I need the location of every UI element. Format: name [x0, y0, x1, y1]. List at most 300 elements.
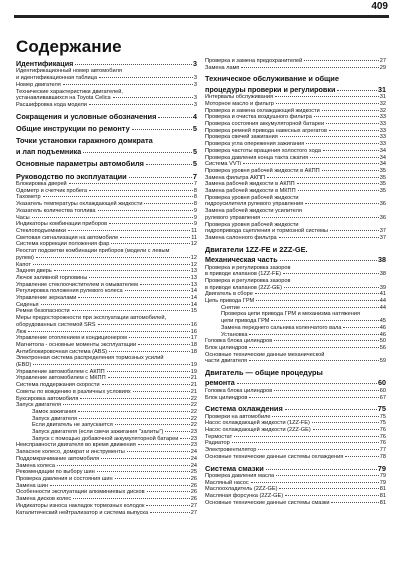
toc-entry — [205, 298, 386, 305]
dot-leader — [314, 116, 379, 117]
toc-page-number: 18 — [190, 341, 197, 348]
toc-page-number: 32 — [379, 100, 386, 107]
dot-leader — [165, 431, 189, 432]
dot-leader — [108, 377, 190, 378]
toc-page-number: 5 — [192, 159, 197, 169]
toc-entry — [16, 375, 197, 382]
toc-page-number: 16 — [190, 328, 197, 335]
dot-leader — [57, 465, 190, 466]
toc-page-number: 23 — [190, 429, 197, 436]
toc-entry-title: Проверка и замена предохранителей — [205, 58, 303, 64]
dot-leader — [249, 334, 378, 335]
dot-leader — [285, 409, 377, 410]
toc-entry — [16, 208, 197, 215]
toc-entry — [16, 409, 197, 416]
dot-leader — [298, 190, 379, 191]
toc-entry — [205, 141, 386, 148]
toc-page-number: 32 — [379, 107, 386, 114]
toc-entry — [16, 489, 197, 496]
toc-entry — [16, 248, 197, 255]
toc-entry — [205, 473, 386, 480]
toc-page-number: 8 — [193, 194, 197, 201]
toc-entry — [205, 318, 386, 325]
toc-entry-title: рулевого управления — [205, 214, 261, 221]
toc-entry-title: Масляный насос — [205, 479, 249, 486]
toc-entry — [16, 315, 197, 322]
toc-entry-title: Управление автомобилем с АКПП — [16, 368, 105, 375]
dot-leader — [101, 458, 190, 459]
toc-page-number: 31 — [379, 94, 386, 101]
dot-leader — [276, 103, 379, 104]
dot-leader — [79, 418, 190, 419]
toc-entry — [16, 68, 197, 75]
toc-page-number: 19 — [190, 368, 197, 375]
toc-entry — [16, 201, 197, 208]
toc-page-number: 33 — [379, 127, 386, 134]
dot-leader — [144, 203, 192, 204]
dot-leader — [129, 177, 192, 178]
toc-page-number: 13 — [190, 281, 197, 288]
toc-section-heading — [16, 125, 197, 133]
toc-entry-title: Система охлаждения — [205, 404, 283, 414]
toc-page-number: 22 — [190, 422, 197, 429]
toc-entry — [16, 102, 197, 109]
toc-entry-title: Меры предосторожности при эксплуатации автомобилей, — [16, 315, 167, 322]
toc-page-number: 56 — [379, 344, 386, 351]
toc-entry-title: цепи привода ГРМ — [221, 318, 270, 325]
toc-entry — [205, 161, 386, 168]
dot-leader — [272, 416, 378, 417]
toc-entry-title: Проверка давления конца такта сжатия — [205, 154, 309, 161]
toc-entry — [16, 241, 197, 248]
toc-page-number: 21 — [190, 375, 197, 382]
dot-leader — [78, 297, 189, 298]
toc-page-number: 33 — [379, 121, 386, 128]
toc-entry — [16, 449, 197, 456]
toc-page-number: 36 — [379, 201, 386, 208]
toc-entry-title: Основные технические данные системы смазки — [205, 499, 330, 506]
toc-entry — [205, 195, 386, 202]
toc-entry-title: Моторное масло и фильтр — [205, 100, 274, 107]
toc-entry-title: Запуск двигателя — [16, 402, 62, 409]
toc-entry — [16, 416, 197, 423]
toc-section-heading — [16, 160, 197, 168]
dot-leader — [249, 347, 378, 348]
toc-page-number: 3 — [193, 59, 197, 68]
toc-entry — [205, 332, 386, 339]
toc-entry-title: Проверка угла опережения зажигания — [205, 141, 305, 148]
dot-leader — [241, 67, 378, 68]
toc-page-number: 13 — [190, 274, 197, 281]
toc-entry-title: Реостат подсветки комбинации приборов (модели с левым — [16, 248, 170, 255]
toc-page-number: 81 — [379, 486, 386, 493]
toc-entry-title: и идентификационная таблица — [16, 75, 97, 82]
toc-section-heading — [205, 75, 386, 83]
toc-entry — [16, 322, 197, 329]
toc-page-number: 14 — [190, 288, 197, 295]
toc-entry-title: Замена колеса — [16, 462, 55, 469]
toc-entry-title: гидроусилителя рулевого управления — [205, 201, 304, 208]
toc-entry — [205, 440, 386, 447]
toc-entry — [205, 395, 386, 402]
toc-page-number: 27 — [190, 509, 197, 516]
toc-page-number: 26 — [190, 496, 197, 503]
toc-entry-title: Проверка уровня рабочей жидкости — [205, 221, 299, 228]
toc-page-number: 79 — [379, 473, 386, 479]
toc-entry-title: процедуры проверки и регулировки — [205, 84, 336, 94]
toc-page-number: 27 — [379, 58, 386, 64]
toc-entry-title: Проверка ремней привода навесных агрегатов — [205, 127, 327, 134]
toc-entry-title: Проверка и очистка воздушного фильтра — [205, 114, 312, 121]
toc-entry — [205, 352, 386, 359]
toc-entry-title: Радиатор — [205, 440, 230, 447]
toc-page-number: 5 — [192, 124, 197, 134]
toc-page-number: 19 — [190, 362, 197, 369]
toc-page-number: 7 — [193, 181, 197, 188]
toc-section-heading — [16, 137, 197, 145]
toc-entry-title: Рекомендации по выбору шин — [16, 469, 95, 476]
dot-leader — [83, 152, 192, 153]
dot-leader — [63, 404, 190, 405]
toc-entry — [16, 396, 197, 403]
dot-leader — [33, 364, 190, 365]
toc-entry-title: части двигателя — [205, 358, 248, 365]
toc-right-column — [205, 58, 386, 507]
toc-entry — [205, 215, 386, 222]
dot-leader — [262, 217, 379, 218]
toc-entry — [16, 82, 197, 89]
toc-entry-title: Руководство по эксплуатации — [16, 171, 127, 181]
toc-page-number: 14 — [190, 295, 197, 302]
toc-page-number: 21 — [190, 382, 197, 389]
toc-section-heading — [205, 246, 386, 254]
toc-entry-title: Сиденья — [16, 301, 39, 308]
toc-entry-title: Советы по вождению в различных условиях — [16, 388, 131, 395]
toc-entry — [16, 355, 197, 362]
dot-leader — [50, 485, 190, 486]
toc-entry-title: Проверка уровня рабочей жидкости в АКПП — [205, 167, 320, 174]
dot-leader — [97, 471, 190, 472]
dot-leader — [98, 210, 193, 211]
toc-entry-title: Антиблокировочная система (ABS) — [16, 348, 108, 355]
toc-entry — [205, 168, 386, 175]
toc-entry-title: Проверка частоты вращения холостого хода — [205, 147, 321, 154]
toc-page-number: 38 — [378, 255, 386, 265]
toc-entry-title: Термостат — [205, 433, 233, 440]
toc-page-number: 31 — [378, 84, 386, 94]
toc-page-number: 3 — [193, 95, 197, 102]
toc-entry — [16, 389, 197, 396]
toc-entry-title: оборудованных системой SRS — [16, 321, 96, 328]
dot-leader — [234, 436, 379, 437]
toc-page-number: 81 — [379, 499, 386, 506]
dot-leader — [251, 482, 379, 483]
toc-entry-title: Управление отоплением и кондиционером — [16, 335, 127, 342]
toc-entry-title: Проверка давления и состояния шин — [16, 476, 113, 482]
dot-leader — [249, 397, 378, 398]
toc-page-number: 24 — [190, 449, 197, 456]
toc-page-number: 34 — [379, 161, 386, 168]
toc-entry — [16, 215, 197, 222]
toc-entry — [16, 422, 197, 429]
dot-leader — [285, 495, 379, 496]
toc-entry — [16, 268, 197, 275]
dot-leader — [138, 344, 190, 345]
toc-section-heading — [205, 405, 386, 413]
toc-entry-title: Электровентилятор — [205, 447, 257, 454]
dot-leader — [107, 371, 190, 372]
toc-entry — [16, 362, 197, 369]
toc-entry-title: Индикаторы износа накладок тормозных колодок — [16, 502, 145, 509]
dot-leader — [297, 183, 379, 184]
dot-leader — [330, 230, 379, 231]
toc-left-column — [16, 58, 197, 516]
toc-page-number: 38 — [379, 271, 386, 278]
dot-leader — [326, 123, 379, 124]
page-title: Содержание — [16, 37, 122, 56]
toc-page-number: 4 — [192, 111, 197, 121]
toc-entry-title: Система VVTi — [205, 161, 241, 168]
toc-page-number: 8 — [193, 187, 197, 194]
toc-page-number: 75 — [379, 413, 386, 420]
toc-entry-title: Стеклоподъемники — [16, 227, 66, 234]
dot-leader — [102, 384, 190, 385]
toc-page-number: 81 — [379, 493, 386, 500]
toc-section-heading — [16, 113, 197, 121]
toc-entry — [205, 454, 386, 461]
toc-entry — [205, 228, 386, 235]
toc-entry — [205, 188, 386, 195]
toc-entry-title: Расшифровка кода модели — [16, 101, 87, 108]
toc-entry — [205, 305, 386, 312]
dot-leader — [63, 84, 193, 85]
toc-page-number: 12 — [190, 254, 197, 261]
toc-section-heading — [16, 173, 197, 181]
header-rule — [14, 15, 389, 18]
toc-entry — [205, 108, 386, 115]
toc-entry-title: Ремни безопасности — [16, 308, 70, 315]
toc-entry-title: Тахометр — [16, 194, 41, 201]
toc-page-number: 18 — [190, 348, 197, 355]
toc-entry — [205, 271, 386, 278]
toc-entry — [16, 402, 197, 409]
toc-page-number: 12 — [190, 261, 197, 268]
dot-leader — [279, 237, 379, 238]
toc-entry-title: Маслоохладитель (2ZZ-GE) — [205, 486, 278, 493]
toc-page-number: 35 — [379, 174, 386, 181]
toc-entry-title: Проверка состояния аккумуляторной батареи — [205, 121, 325, 128]
toc-page-number: 17 — [190, 335, 197, 342]
toc-entry — [16, 262, 197, 269]
dot-leader — [138, 444, 190, 445]
toc-entry — [16, 188, 197, 195]
dot-leader — [322, 110, 379, 111]
toc-page-number: 46 — [379, 331, 386, 338]
toc-entry — [16, 295, 197, 302]
toc-page-number: 3 — [193, 75, 197, 82]
toc-section-heading — [205, 465, 386, 473]
dot-leader — [146, 505, 189, 506]
dot-leader — [89, 190, 193, 191]
toc-section-heading — [16, 148, 197, 156]
toc-page-number: 12 — [190, 241, 197, 248]
toc-entry — [205, 121, 386, 128]
toc-page-number: 35 — [379, 167, 386, 174]
dot-leader — [99, 77, 193, 78]
toc-page-number: 26 — [190, 482, 197, 489]
toc-page-number: 79 — [379, 479, 386, 486]
toc-entry-title: Задняя дверь — [16, 268, 52, 275]
toc-entry-title: Лючок заливной горловины — [16, 274, 88, 281]
toc-entry — [16, 255, 197, 262]
toc-entry — [205, 134, 386, 141]
toc-entry — [16, 442, 197, 449]
toc-entry-title: Запасное колесо, домкрат и инструменты — [16, 449, 125, 456]
toc-entry — [16, 369, 197, 376]
toc-entry-title: Снятие — [221, 304, 240, 311]
dot-leader — [255, 293, 379, 294]
toc-entry — [205, 148, 386, 155]
toc-entry-title: Масляная форсунка (2ZZ-GE) — [205, 493, 284, 500]
toc-entry-title: Управление зеркалами — [16, 295, 77, 302]
toc-entry — [205, 345, 386, 352]
dot-leader — [72, 310, 190, 311]
toc-entry-title: ремонта — [205, 378, 235, 388]
dot-leader — [132, 129, 192, 130]
dot-leader — [127, 451, 190, 452]
toc-entry-title: Система поддержания скорости — [16, 382, 100, 389]
toc-entry-title: Идентификация — [16, 59, 74, 68]
toc-entry — [16, 75, 197, 82]
toc-entry — [205, 65, 386, 72]
toc-page-number: 25 — [190, 469, 197, 476]
toc-page-number: 39 — [379, 284, 386, 291]
toc-page-number: 22 — [190, 415, 197, 422]
toc-entry-title: Механическая часть — [205, 255, 278, 265]
toc-entry — [205, 358, 386, 365]
toc-page-number: 67 — [379, 394, 386, 401]
dot-leader — [304, 60, 378, 61]
toc-entry — [16, 496, 197, 503]
toc-entry-title: Регулировка положения рулевого колеса — [16, 288, 123, 295]
dot-leader — [232, 442, 379, 443]
toc-page-number: 50 — [379, 338, 386, 345]
toc-entry-title: Насос охлаждающей жидкости (1ZZ-FE) — [205, 420, 310, 427]
toc-entry — [16, 95, 197, 102]
dot-leader — [242, 307, 379, 308]
toc-entry — [205, 58, 386, 65]
toc-entry-title: Особенности эксплуатации алюминиевых дисков — [16, 489, 145, 496]
toc-entry-title: Управление автомобилем с МКПП — [16, 375, 106, 382]
toc-entry — [16, 436, 197, 443]
dot-leader — [237, 383, 377, 384]
toc-entry-title: Замена салонного фильтра — [205, 234, 277, 241]
toc-entry — [205, 265, 386, 272]
dot-leader — [115, 478, 190, 479]
dot-leader — [75, 64, 192, 65]
toc-page-number: 16 — [190, 321, 197, 328]
toc-page-number: 46 — [379, 324, 386, 331]
toc-entry-title: Световая сигнализация на автомобиле — [16, 234, 119, 241]
dot-leader — [41, 304, 190, 305]
dot-leader — [258, 449, 378, 450]
toc-entry-title: и лап подъемника — [16, 146, 82, 156]
toc-page-number: 78 — [379, 453, 386, 460]
toc-entry-title: Проверка свечей зажигания — [205, 134, 278, 141]
toc-page-number: 33 — [379, 141, 386, 148]
dot-leader — [89, 277, 189, 278]
toc-entry-title: Одометр и счетчик пробега — [16, 187, 87, 194]
toc-entry — [205, 434, 386, 441]
toc-entry — [205, 325, 386, 332]
toc-page-number: 14 — [190, 301, 197, 308]
dot-leader — [274, 390, 379, 391]
toc-section-heading — [205, 379, 386, 387]
dot-leader — [280, 260, 377, 261]
dot-leader — [310, 157, 379, 158]
dot-leader — [36, 257, 190, 258]
toc-entry-title: в приводе клапанов (2ZZ-GE) — [205, 284, 282, 291]
toc-entry-title: Система смазки — [205, 463, 264, 473]
dot-leader — [120, 237, 190, 238]
dot-leader — [267, 177, 379, 178]
toc-entry — [205, 427, 386, 434]
toc-entry-title: (EBD) — [16, 362, 32, 369]
toc-entry — [16, 288, 197, 295]
toc-entry-title: Техническое обслуживание и общие — [205, 74, 339, 84]
dot-leader — [115, 424, 190, 425]
toc-page-number: 27 — [190, 502, 197, 509]
toc-entry — [16, 503, 197, 510]
toc-entry-title: Номер двигателя — [16, 81, 61, 88]
dot-leader — [305, 203, 379, 204]
toc-entry-title: Поддомкрачивание автомобиля — [16, 455, 100, 462]
toc-entry — [205, 291, 386, 298]
toc-page-number: 26 — [190, 476, 197, 482]
toc-entry-title: Замена дисков колес — [16, 496, 72, 503]
toc-page-number: 35 — [379, 181, 386, 188]
toc-entry — [205, 101, 386, 108]
toc-page-number: 23 — [190, 435, 197, 442]
toc-entry-title: Интервалы обслуживания — [205, 94, 273, 101]
toc-page-number: 44 — [379, 304, 386, 311]
dot-leader — [158, 117, 191, 118]
page-number: 409 — [371, 1, 388, 12]
dot-leader — [312, 422, 379, 423]
dot-leader — [279, 488, 378, 489]
toc-section-heading — [205, 256, 386, 264]
toc-entry — [205, 311, 386, 318]
toc-page-number: 34 — [379, 154, 386, 161]
dot-leader — [89, 104, 193, 105]
dot-leader — [28, 331, 189, 332]
dot-leader — [306, 143, 379, 144]
toc-entry — [16, 476, 197, 483]
toc-entry — [205, 94, 386, 101]
toc-page-number: 15 — [190, 308, 197, 315]
toc-entry-title: Блок цилиндров — [205, 344, 248, 351]
dot-leader — [113, 97, 193, 98]
toc-entry — [205, 388, 386, 395]
toc-entry-title: Проверка и регулировка зазоров — [205, 264, 291, 271]
toc-entry-title: Цепь привода ГРМ — [205, 298, 255, 305]
toc-page-number: 76 — [379, 427, 386, 434]
toc-entry-title: Двигатель — общие процедуры — [205, 368, 323, 378]
toc-page-number: 22 — [190, 408, 197, 415]
toc-entry-title: Капот — [16, 261, 31, 268]
toc-page-number: 34 — [379, 147, 386, 154]
toc-entry — [205, 155, 386, 162]
